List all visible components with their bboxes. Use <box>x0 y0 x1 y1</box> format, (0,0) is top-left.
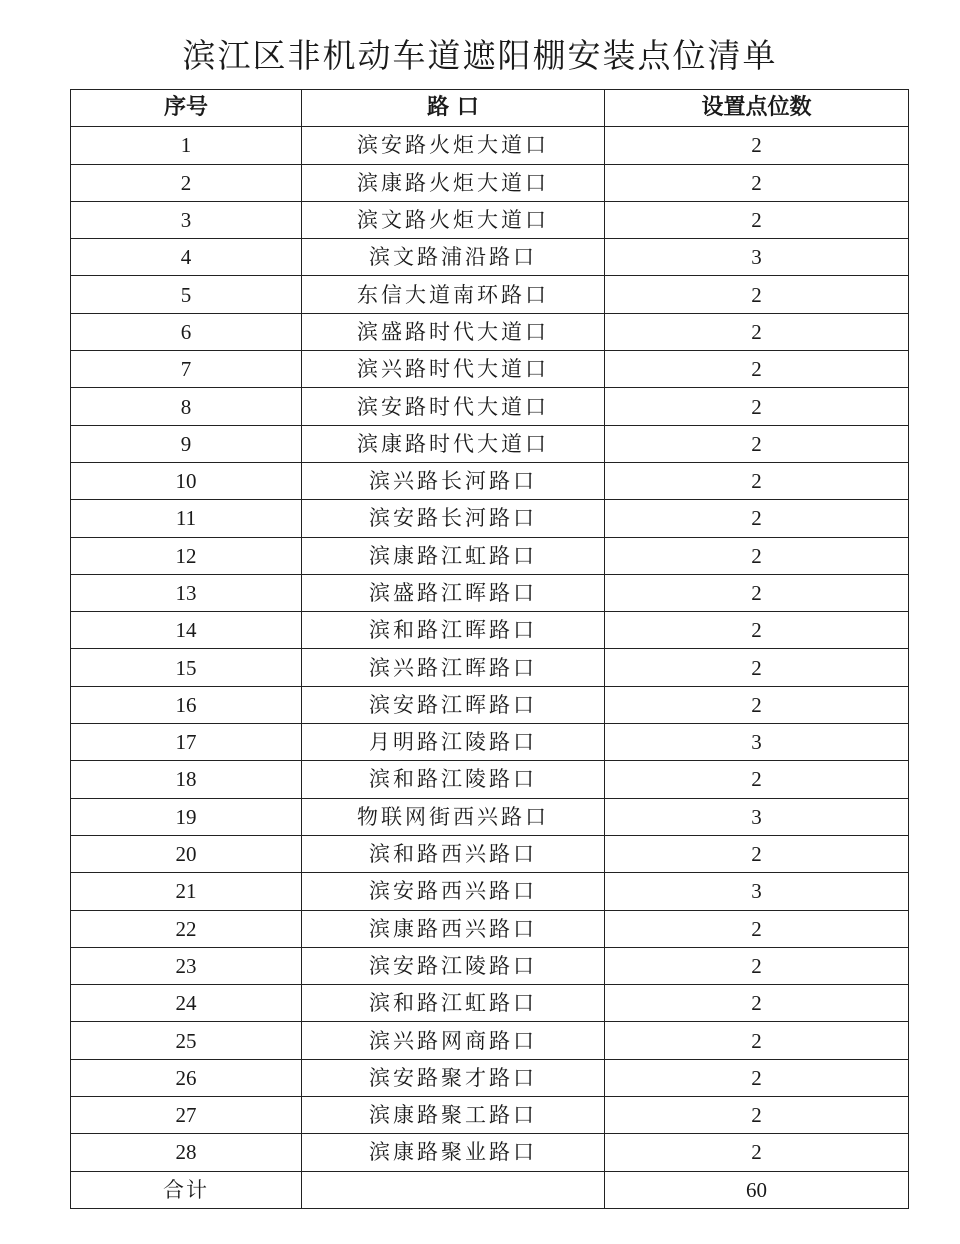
table-row <box>71 164 909 201</box>
row-count: 3 <box>605 798 909 835</box>
row-count: 2 <box>605 947 909 984</box>
row-count: 2 <box>605 910 909 947</box>
table-row <box>71 1022 909 1059</box>
row-index: 22 <box>71 910 302 947</box>
row-road: 滨安路长河路口 <box>302 500 605 537</box>
table-row <box>71 462 909 499</box>
table-row <box>71 947 909 984</box>
table-row <box>71 686 909 723</box>
row-index: 27 <box>71 1097 302 1134</box>
table-row <box>71 313 909 350</box>
row-road: 滨安路时代大道口 <box>302 388 605 425</box>
row-count: 3 <box>605 873 909 910</box>
table-header-row <box>71 90 909 127</box>
row-count: 2 <box>605 276 909 313</box>
table-row <box>71 537 909 574</box>
row-index: 9 <box>71 425 302 462</box>
row-index: 14 <box>71 612 302 649</box>
document-title: 滨江区非机动车道遮阳棚安装点位清单 <box>182 36 778 75</box>
row-road: 滨文路浦沿路口 <box>302 239 605 276</box>
row-road: 滨安路江晖路口 <box>302 686 605 723</box>
row-index: 17 <box>71 724 302 761</box>
table-row <box>71 649 909 686</box>
table-row <box>71 1059 909 1096</box>
row-road: 滨康路江虹路口 <box>302 537 605 574</box>
row-count: 2 <box>605 537 909 574</box>
row-count: 3 <box>605 724 909 761</box>
row-index: 3 <box>71 201 302 238</box>
row-index: 16 <box>71 686 302 723</box>
table-row <box>71 388 909 425</box>
row-count: 2 <box>605 425 909 462</box>
table-row <box>71 127 909 164</box>
table-body <box>71 127 909 1171</box>
header-road: 路 口 <box>302 90 605 127</box>
row-index: 20 <box>71 835 302 872</box>
row-count: 2 <box>605 761 909 798</box>
row-count: 2 <box>605 612 909 649</box>
row-road: 滨盛路江晖路口 <box>302 574 605 611</box>
row-road: 滨兴路江晖路口 <box>302 649 605 686</box>
table-row <box>71 351 909 388</box>
row-road: 滨和路江陵路口 <box>302 761 605 798</box>
row-count: 2 <box>605 686 909 723</box>
row-road: 物联网街西兴路口 <box>302 798 605 835</box>
table-row <box>71 500 909 537</box>
row-count: 2 <box>605 1059 909 1096</box>
row-index: 23 <box>71 947 302 984</box>
table-row <box>71 574 909 611</box>
row-count: 2 <box>605 500 909 537</box>
row-road: 滨文路火炬大道口 <box>302 201 605 238</box>
row-index: 12 <box>71 537 302 574</box>
table-row <box>71 1097 909 1134</box>
row-road: 滨康路西兴路口 <box>302 910 605 947</box>
row-road: 滨康路火炬大道口 <box>302 164 605 201</box>
row-road: 滨兴路时代大道口 <box>302 351 605 388</box>
row-road: 滨盛路时代大道口 <box>302 313 605 350</box>
row-index: 25 <box>71 1022 302 1059</box>
row-count: 2 <box>605 351 909 388</box>
total-label: 合计 <box>71 1171 302 1208</box>
row-road: 月明路江陵路口 <box>302 724 605 761</box>
table-row <box>71 873 909 910</box>
row-index: 11 <box>71 500 302 537</box>
table-row <box>71 798 909 835</box>
row-road: 滨安路聚才路口 <box>302 1059 605 1096</box>
row-index: 6 <box>71 313 302 350</box>
row-index: 1 <box>71 127 302 164</box>
row-index: 24 <box>71 985 302 1022</box>
row-count: 3 <box>605 239 909 276</box>
row-count: 2 <box>605 462 909 499</box>
row-road: 滨和路江晖路口 <box>302 612 605 649</box>
header-count: 设置点位数 <box>605 90 909 127</box>
row-count: 2 <box>605 574 909 611</box>
row-road: 滨兴路长河路口 <box>302 462 605 499</box>
row-count: 2 <box>605 164 909 201</box>
row-road: 滨和路西兴路口 <box>302 835 605 872</box>
row-road: 滨安路江陵路口 <box>302 947 605 984</box>
table-row <box>71 910 909 947</box>
table-row <box>71 201 909 238</box>
row-index: 8 <box>71 388 302 425</box>
installation-points-table <box>70 89 909 1209</box>
row-road: 滨康路聚工路口 <box>302 1097 605 1134</box>
header-index: 序号 <box>71 90 302 127</box>
table-row <box>71 612 909 649</box>
table-row <box>71 239 909 276</box>
row-index: 28 <box>71 1134 302 1171</box>
row-index: 5 <box>71 276 302 313</box>
table-row <box>71 985 909 1022</box>
row-count: 2 <box>605 201 909 238</box>
row-road: 滨安路火炬大道口 <box>302 127 605 164</box>
row-road: 东信大道南环路口 <box>302 276 605 313</box>
row-count: 2 <box>605 649 909 686</box>
total-road <box>302 1171 605 1208</box>
row-index: 15 <box>71 649 302 686</box>
row-road: 滨安路西兴路口 <box>302 873 605 910</box>
row-index: 2 <box>71 164 302 201</box>
total-row <box>71 1171 909 1208</box>
row-index: 18 <box>71 761 302 798</box>
table-row <box>71 276 909 313</box>
row-index: 4 <box>71 239 302 276</box>
row-count: 2 <box>605 835 909 872</box>
row-road: 滨康路聚业路口 <box>302 1134 605 1171</box>
row-count: 2 <box>605 1022 909 1059</box>
row-road: 滨兴路网商路口 <box>302 1022 605 1059</box>
table-row <box>71 1134 909 1171</box>
table-row <box>71 761 909 798</box>
row-index: 19 <box>71 798 302 835</box>
table-row <box>71 835 909 872</box>
row-count: 2 <box>605 127 909 164</box>
row-index: 26 <box>71 1059 302 1096</box>
row-count: 2 <box>605 1097 909 1134</box>
row-index: 21 <box>71 873 302 910</box>
row-count: 2 <box>605 313 909 350</box>
row-index: 7 <box>71 351 302 388</box>
row-road: 滨康路时代大道口 <box>302 425 605 462</box>
total-count: 60 <box>605 1171 909 1208</box>
row-count: 2 <box>605 1134 909 1171</box>
row-road: 滨和路江虹路口 <box>302 985 605 1022</box>
table-row <box>71 724 909 761</box>
row-index: 10 <box>71 462 302 499</box>
table-row <box>71 425 909 462</box>
row-index: 13 <box>71 574 302 611</box>
row-count: 2 <box>605 985 909 1022</box>
row-count: 2 <box>605 388 909 425</box>
